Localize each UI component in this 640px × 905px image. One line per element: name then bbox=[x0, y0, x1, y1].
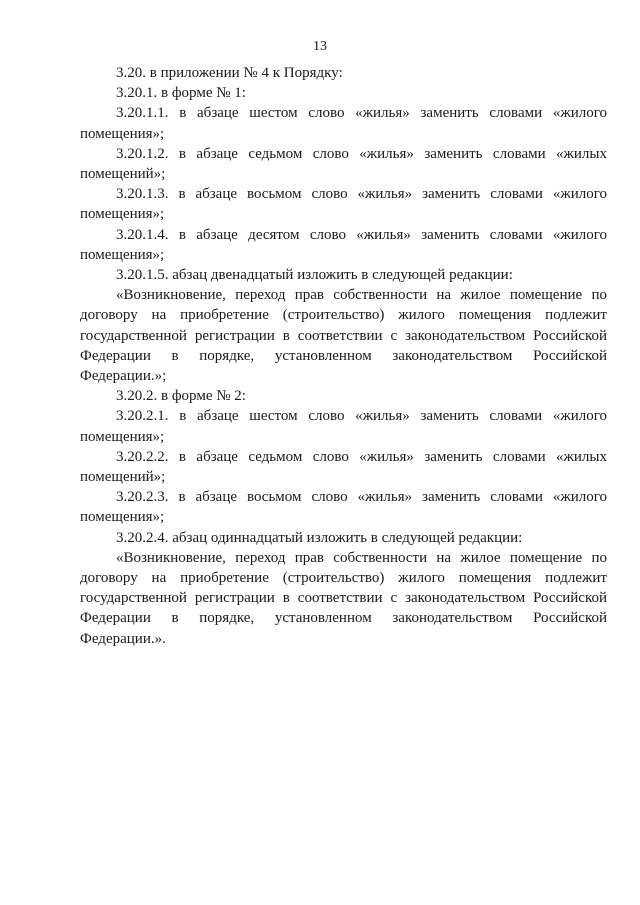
paragraph-3-20-1-4: 3.20.1.4. в абзаце десятом слово «жилья» заменить словами «жилого помещения»; bbox=[80, 226, 607, 263]
paragraph-3-20-1: 3.20.1. в форме № 1: bbox=[116, 85, 246, 102]
paragraph-3-20-2-3: 3.20.2.3. в абзаце восьмом слово «жилья» заменить словами «жилого помещения»; bbox=[80, 489, 607, 526]
paragraph-3-20-1-5: 3.20.1.5. абзац двенадцатый изложить в следующей редакции: bbox=[116, 267, 513, 284]
paragraph-3-20-2-1: 3.20.2.1. в абзаце шестом слово «жилья» заменить словами «жилого помещения»; bbox=[80, 408, 607, 445]
paragraph-3-20-2: 3.20.2. в форме № 2: bbox=[116, 388, 246, 405]
paragraph-3-20: 3.20. в приложении № 4 к Порядку: bbox=[116, 65, 343, 81]
document-body bbox=[80, 63, 607, 649]
paragraph-3-20-2-2: 3.20.2.2. в абзаце седьмом слово «жилья» заменить словами «жилых помещений»; bbox=[80, 448, 607, 486]
paragraph-3-20-1-1: 3.20.1.1. в абзаце шестом слово «жилья» заменить словами «жилого помещения»; bbox=[80, 105, 607, 142]
paragraph-3-20-2-4: 3.20.2.4. абзац одиннадцатый изложить в следующей редакции: bbox=[116, 529, 523, 546]
page-number: 13 bbox=[313, 39, 327, 54]
quoted-paragraph-form-2: «Возникновение, переход прав собственности на жилое помещение по договору на приобретение (строительство) жилого помещения подлежит государственной регистрации в соответствии с законодательством Российской Федерации в порядке, установленном законодательством Российской Федерации.». bbox=[80, 549, 607, 647]
paragraph-3-20-1-2: 3.20.1.2. в абзаце седьмом слово «жилья» заменить словами «жилых помещений»; bbox=[80, 145, 607, 183]
quoted-paragraph-form-1: «Возникновение, переход прав собственности на жилое помещение по договору на приобретение (строительство) жилого помещения подлежит государственной регистрации в соответствии с законодательством Российской Федерации в порядке, установленном законодательством Российской Федерации.»; bbox=[80, 287, 607, 385]
paragraph-3-20-1-3: 3.20.1.3. в абзаце восьмом слово «жилья» заменить словами «жилого помещения»; bbox=[80, 186, 607, 223]
